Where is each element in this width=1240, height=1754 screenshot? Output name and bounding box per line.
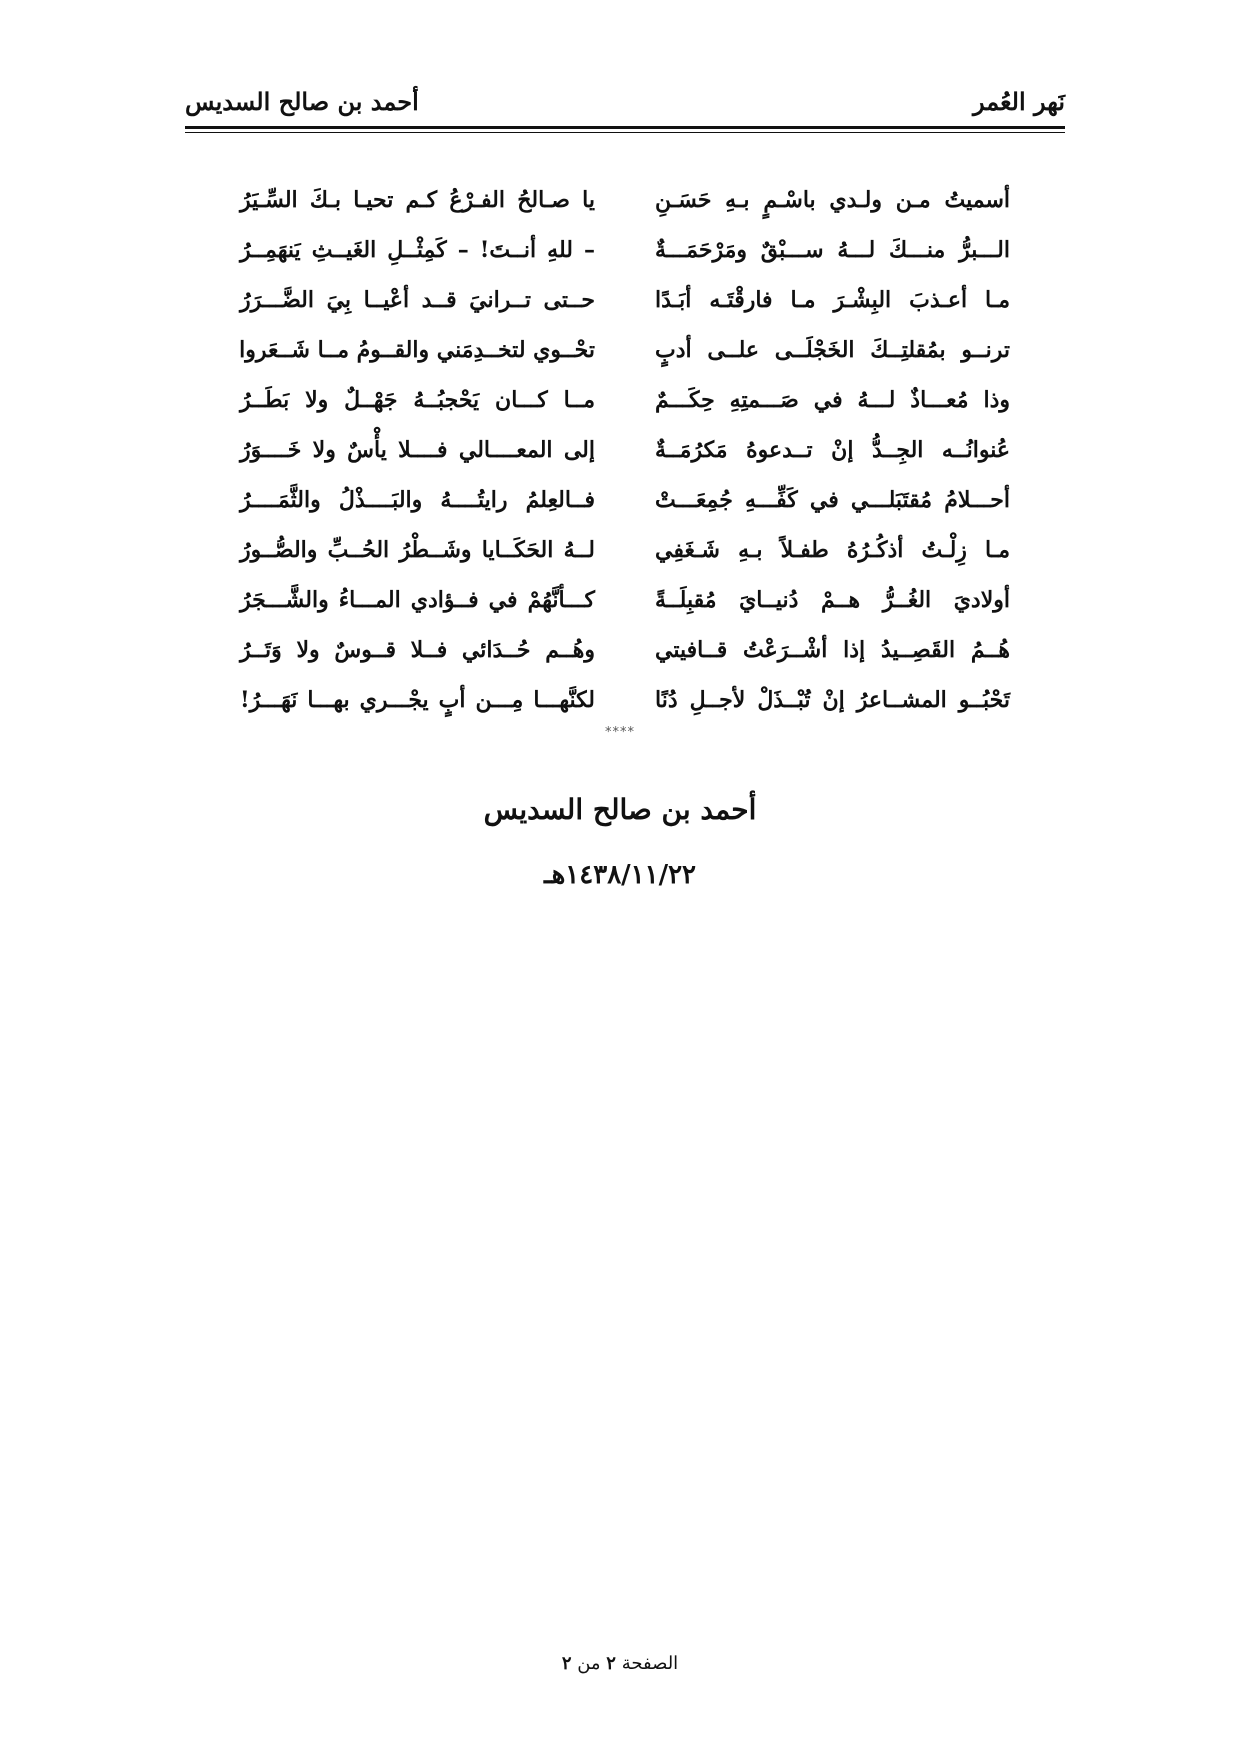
verse-first-hemistich: مـا زِلْـتُ أذكُـرُهُ طفـلاً بـهِ شَـغَفِي — [655, 537, 1010, 563]
verse-first-hemistich: أحـــلامُ مُقتَبَلـــي في كَفِّـــهِ جُمِعَـــتْ — [655, 487, 1010, 513]
verse-first-hemistich: ترنــو بمُقلتِــكَ الخَجْلَــى علــى أدبٍ — [655, 337, 1010, 363]
verse-second-hemistich: وهُــم حُــدَائي فــلا قــوسٌ ولا وَتَــرُ — [240, 637, 595, 663]
verse-second-hemistich: حــتى تــرانيَ قــد أعْيــا بِيَ الضَّـــرَرُ — [240, 287, 595, 313]
total-pages: ٢ — [561, 1653, 572, 1674]
verse-first-hemistich: أسميتُ مـن ولـدي باسْـمٍ بـهِ حَسَـنِ — [655, 187, 1010, 213]
verse-first-hemistich: تَحْبُــو المشــاعرُ إنْ تُبْــذَلْ لأجــلِ دُنًا — [655, 687, 1010, 713]
verse-first-hemistich: مـا أعـذبَ البِشْـرَ مـا فارقْتَـه أبَـدًا — [655, 287, 1010, 313]
verse-second-hemistich: كـــأنَّهُمْ في فــؤادي المـــاءُ والشَّـــجَرُ — [240, 587, 595, 613]
header-rule-thick — [185, 126, 1065, 129]
verse-second-hemistich: – للهِ أنــتَ! – كَمِثْــلِ الغَيــثِ يَنهَمِــرُ — [240, 237, 595, 263]
page-number: ٢ — [606, 1653, 616, 1674]
verse-second-hemistich: يا صـالحُ الفـرْعُ كـم تحيـا بـكَ السِّـيَرُ — [240, 187, 595, 213]
verse-second-hemistich: تحْــوي لتخــدِمَني والقــومُ مــا شَــعَروا — [239, 337, 595, 363]
verse-row — [240, 225, 1010, 275]
running-header — [185, 82, 1065, 122]
header-rule-thin — [185, 132, 1065, 133]
page-word: الصفحة — [621, 1653, 679, 1674]
verse-row — [240, 175, 1010, 225]
verse-row — [240, 275, 1010, 325]
verse-second-hemistich: فــالعِلمُ رايتُــــهُ والبَــــذْلُ والثَّمَــــرُ — [240, 487, 595, 513]
verse-row — [240, 475, 1010, 525]
verse-second-hemistich: إلى المعــــالي فــــلا يأْسٌ ولا خَــــوَرُ — [240, 437, 595, 463]
verse-first-hemistich: وذا مُعـــاذٌ لـــهُ في صَـــمتِهِ حِكَـــمٌ — [655, 387, 1010, 413]
verse-second-hemistich: لــهُ الحَكَــايا وشَــطْرُ الحُــبِّ والصُّــورُ — [240, 537, 595, 563]
book-title: نَهر العُمر — [972, 87, 1065, 116]
verse-second-hemistich: مــا كـــان يَحْجبُــهُ جَهْــلٌ ولا بَطَــرُ — [240, 387, 595, 413]
verse-row — [240, 325, 1010, 375]
author-signature: أحمد بن صالح السديس — [483, 793, 757, 826]
verse-row — [240, 575, 1010, 625]
hijri-date: ١٤٣٨/١١/٢٢هـ — [543, 860, 697, 890]
verse-row — [240, 425, 1010, 475]
page-footer — [0, 1653, 1240, 1674]
verse-first-hemistich: عُنوانُــه الجِــدُّ إنْ تــدعوهُ مَكرُمَــةٌ — [655, 437, 1010, 463]
verse-row — [240, 375, 1010, 425]
verse-row — [240, 675, 1010, 725]
section-separator: **** — [605, 725, 635, 740]
verse-first-hemistich: أولاديَ الغُــرُّ هــمْ دُنيــايَ مُقبِلَــةً — [655, 587, 1010, 613]
verse-row — [240, 625, 1010, 675]
poem-body — [240, 175, 1010, 725]
verse-first-hemistich: الـــبرُّ منـــكَ لـــهُ ســـبْقٌ ومَرْحَمَـــةٌ — [655, 237, 1010, 263]
of-word: من — [577, 1653, 601, 1674]
author-header: أحمد بن صالح السديس — [185, 87, 419, 116]
verse-first-hemistich: هُــمُ القَصِــيدُ إذا أشْــرَعْتُ قــافيتي — [655, 637, 1010, 663]
verse-second-hemistich: لكنَّهـــا مِـــن أبٍ يجْـــري بهـــا نَهَـــرُ! — [240, 687, 595, 713]
verse-row — [240, 525, 1010, 575]
